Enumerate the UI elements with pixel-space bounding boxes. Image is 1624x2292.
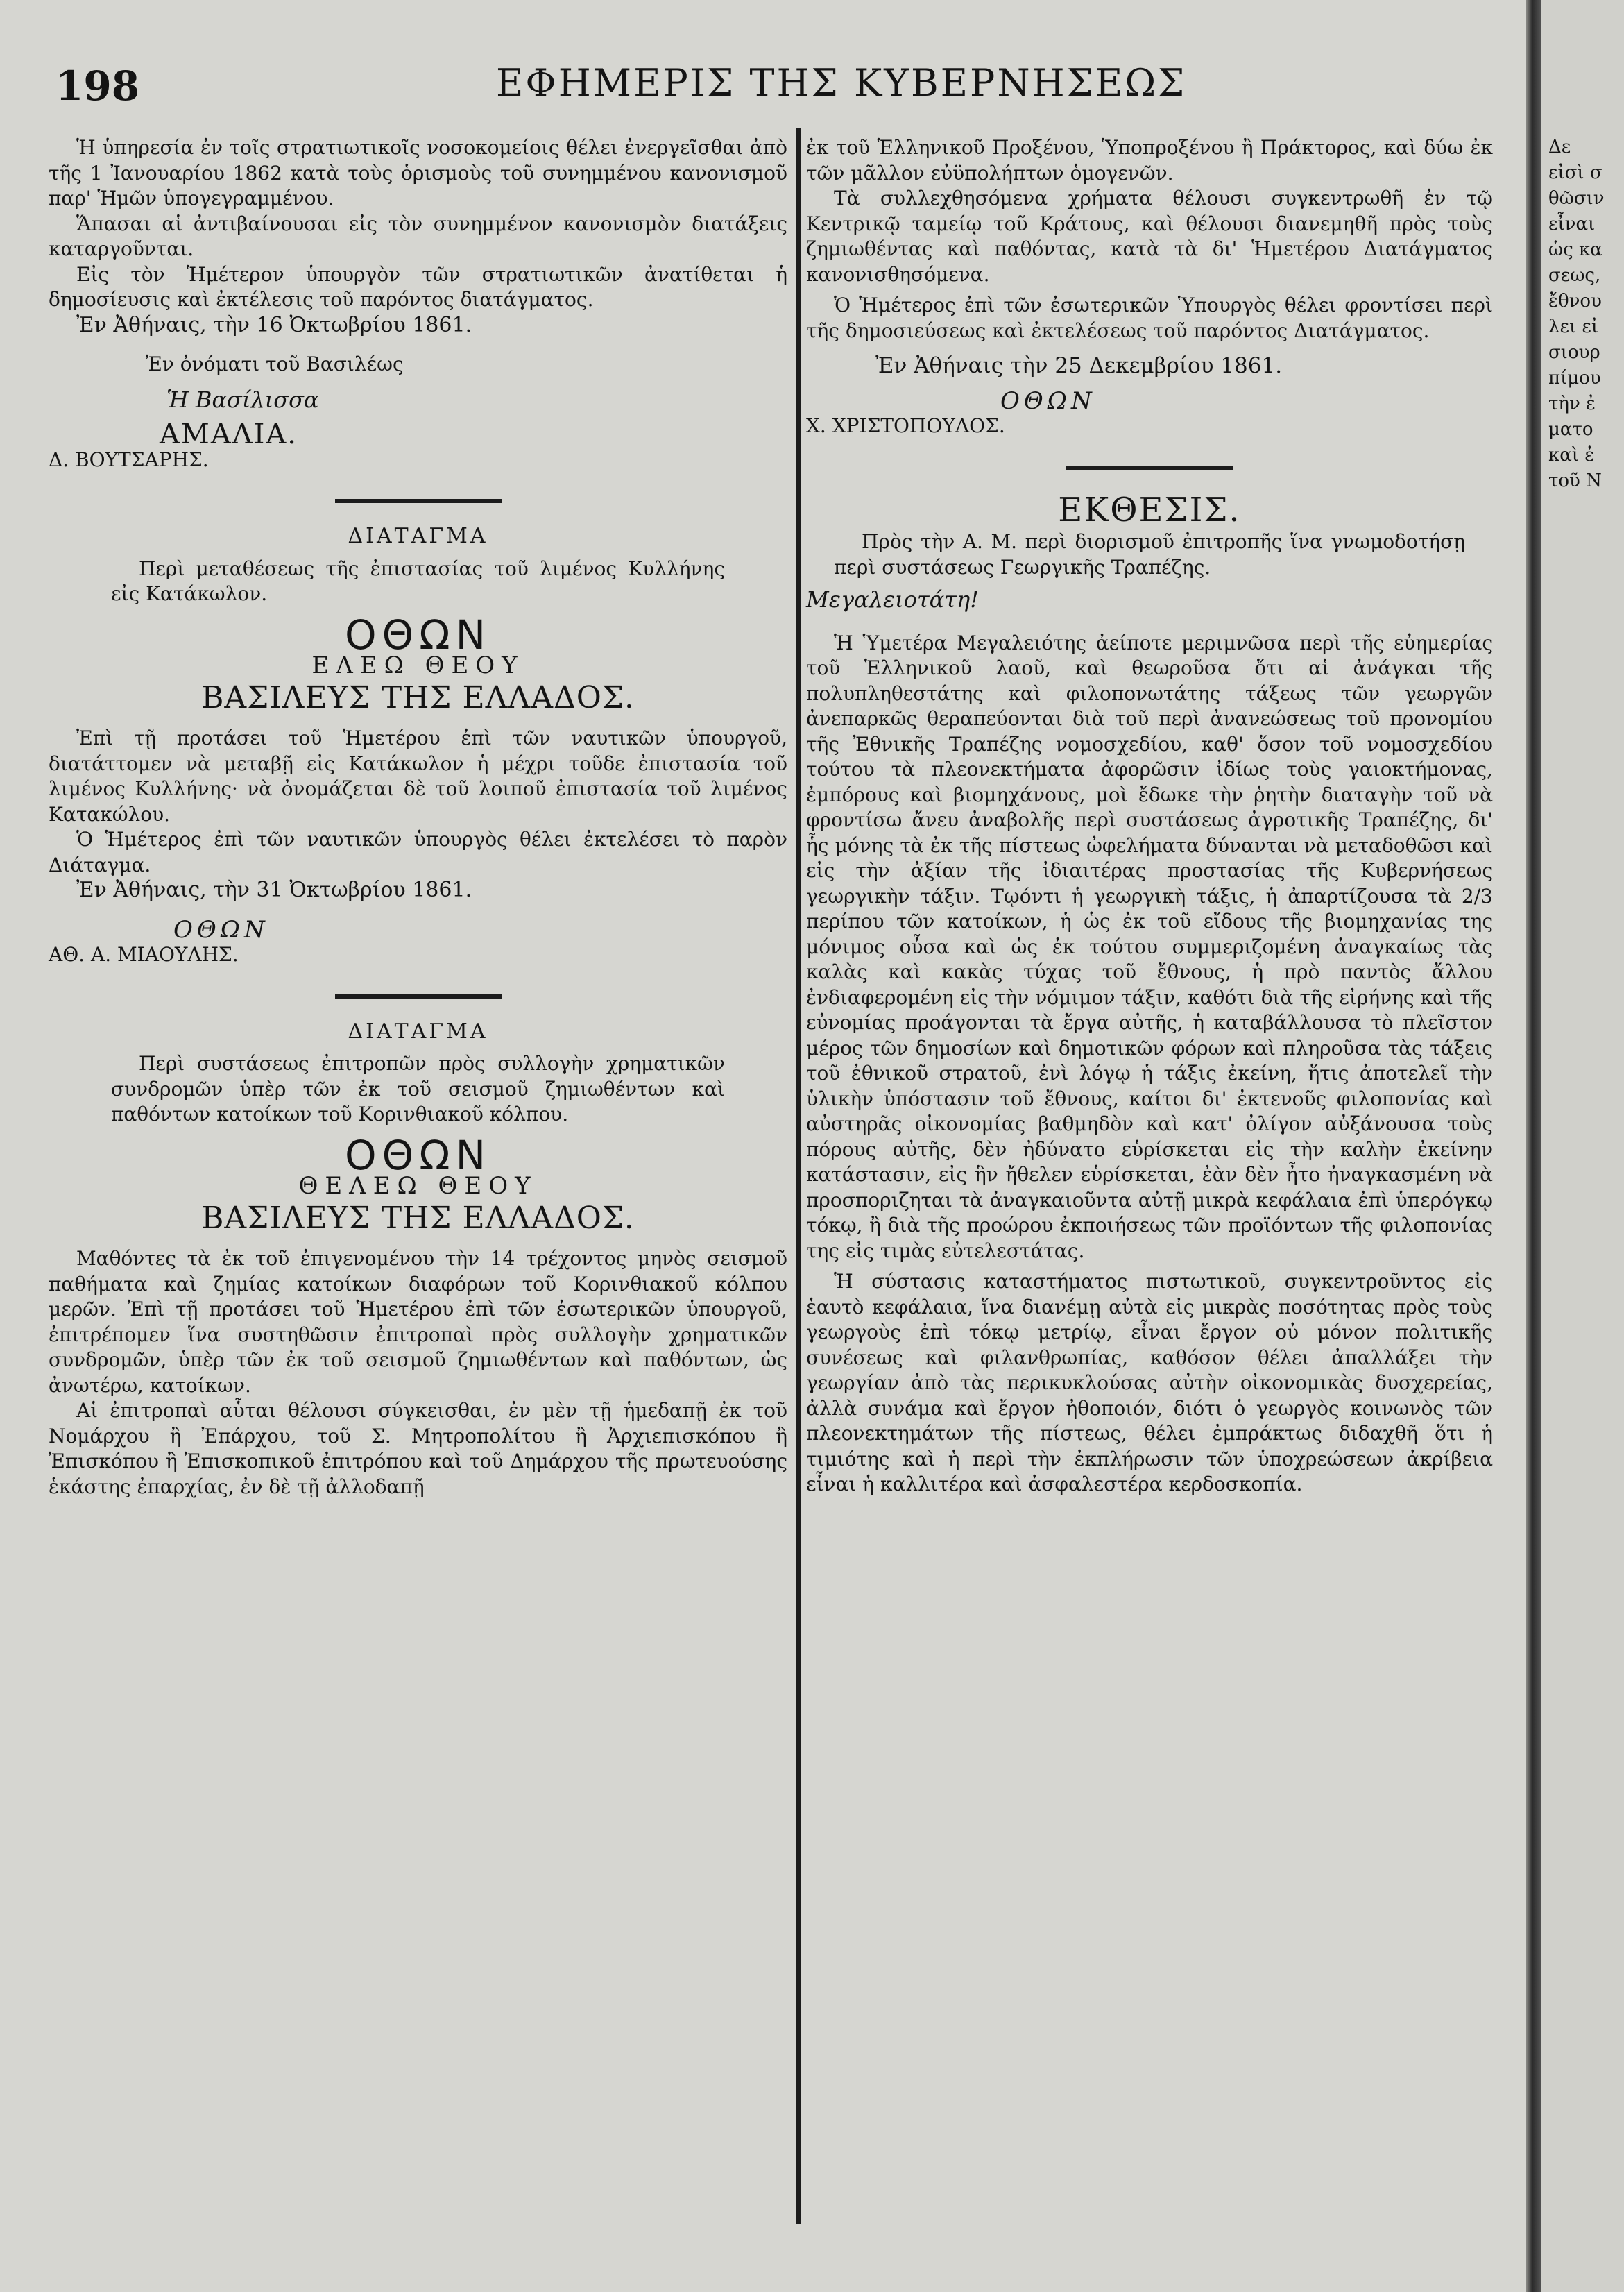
report-heading: ΕΚΘΕΣΙΣ. [1058,490,1241,529]
decree-1-date: Ἐν Ἀθήναις, τὴν 31 Ὀκτωβρίου 1861. [76,878,472,902]
fragment-line: ματο [1548,419,1593,440]
fragment-line: καὶ ἐ [1548,445,1595,466]
fragment-line: θῶσιν [1548,188,1605,209]
decree-2-grace: ΘΕΛΕΩ ΘΕΟΥ [298,1172,538,1200]
decree-2-heading: ΔΙΑΤΑΓΜΑ [348,1019,488,1044]
section-divider [1066,466,1233,470]
page-number: 198 [55,62,140,110]
intro-signature-line: Ἐν ὀνόματι τοῦ Βασιλέως [146,353,404,375]
right-paragraph-2: Τὰ συλλεχθησόμενα χρήματα θέλουσι συγκεντρωθῆ ἐν τῷ Κεντρικῷ ταμείῳ τοῦ Κράτους, καὶ θέλουσι διανεμηθῆ πρὸς τοὺς ζημιωθέντας καὶ παθόντας, κατὰ τὰ δι' Ἡμετέρου Διατάγματος κανονισθησόμενα. [806,187,1493,286]
report-salutation: Μεγαλειοτάτη! [806,586,979,613]
adjacent-page-fragment [1541,0,1624,2292]
column-divider [796,128,801,2224]
fragment-line: εἰσὶ σ [1548,162,1602,183]
decree-1-paragraph-2: Ὁ Ἡμέτερος ἐπὶ τῶν ναυτικῶν ὑπουργὸς θέλει ἐκτελέσει τὸ παρὸν Διάταγμα. [49,828,787,876]
fragment-line: Δε [1548,137,1571,158]
fragment-line: λει εἰ [1548,316,1599,337]
right-paragraph-3: Ὁ Ἡμέτερος ἐπὶ τῶν ἐσωτερικῶν Ὑπουργὸς θέλει φροντίσει περὶ τῆς δημοσιεύσεως καὶ ἐκτελέσεως τοῦ παρόντος Διατάγματος. [806,294,1493,342]
section-divider [335,499,502,503]
left-column [49,135,787,1500]
decree-2-paragraph-1: Μαθόντες τὰ ἐκ τοῦ ἐπιγενομένου τὴν 14 τρέχοντος μηνὸς σεισμοῦ παθήματα καὶ ζημίας κατοίκων διαφόρων τοῦ Κορινθιακοῦ κόλπου μερῶν. Ἐπὶ τῇ προτάσει τοῦ Ἡμετέρου ἐπὶ τῶν ἐσωτερικῶν ὑπουργοῦ, ἐπιτρέπομεν ἵνα συστηθῶσιν ἐπιτροπαὶ πρὸς συλλογὴν χρηματικῶν συνδρομῶν, ὑπὲρ τῶν ἐκ τοῦ σεισμοῦ ζημιωθέντων καὶ παθόντων, ὡς ἀνωτέρω, κατοίκων. [49,1247,787,1397]
fragment-line: πίμου [1548,368,1601,389]
decree-2-king: ΟΘΩΝ [344,1131,491,1179]
intro-paragraph-3: Εἰς τὸν Ἡμέτερον ὑπουργὸν τῶν στρατιωτικῶν ἀνατίθεται ἡ δημοσίευσις καὶ ἐκτέλεσις τοῦ παρόντος διατάγματος. [49,262,787,311]
intro-paragraph-2: Ἅπασαι αἱ ἀντιβαίνουσαι εἰς τὸν συνημμένον κανονισμὸν διατάξεις καταργοῦνται. [49,212,787,260]
fragment-line: εἶναι [1548,214,1596,235]
decree-2-subject: Περὶ συστάσεως ἐπιτροπῶν πρὸς συλλογὴν χρηματικῶν συνδρομῶν ὑπὲρ τῶν ἐκ τοῦ σεισμοῦ ζημιωθέντων καὶ παθόντων κατοίκων τοῦ Κορινθιακοῦ κόλπου. [111,1052,725,1126]
decree-1-signature: ΟΘΩΝ [173,915,269,944]
fragment-line: ἔθνου [1548,291,1602,312]
intro-queen-line: Ἡ Βασίλισσα [166,386,319,413]
intro-date: Ἐν Ἀθήναις, τὴν 16 Ὀκτωβρίου 1861. [76,312,472,337]
intro-queen-name: ΑΜΑΛΙΑ. [160,418,298,450]
right-paragraph-1: ἐκ τοῦ Ἑλληνικοῦ Προξένου, Ὑποπροξένου ἢ Πράκτορος, καὶ δύω ἐκ τῶν μᾶλλον εὐϋπολήπτων ὁμογενῶν. [806,136,1493,185]
decree-2-paragraph-2: Αἱ ἐπιτροπαὶ αὗται θέλουσι σύγκεισθαι, ἐν μὲν τῇ ἡμεδαπῇ ἐκ τοῦ Νομάρχου ἢ Ἐπάρχου, τοῦ Σ. Μητροπολίτου ἢ Ἀρχιεπισκόπου ἢ Ἐπισκόπου ἢ Ἐπισκοπικοῦ ἐπιτρόπου καὶ τοῦ Δημάρχου τῆς πρωτευούσης ἑκάστης ἐπαρχίας, ἐν δὲ τῇ ἀλλοδαπῇ [49,1399,787,1498]
decree-1-heading: ΔΙΑΤΑΓΜΑ [348,524,488,548]
decree-1-minister: ΑΘ. Α. ΜΙΑΟΥΛΗΣ. [49,943,239,966]
right-date: Ἐν Ἀθήναις τὴν 25 Δεκεμβρίου 1861. [875,353,1283,378]
decree-2-title: ΒΑΣΙΛΕΥΣ ΤΗΣ ΕΛΛΑΔΟΣ. [201,1200,635,1236]
decree-1-king: ΟΘΩΝ [344,611,491,659]
book-spine [1526,0,1541,2292]
fragment-line: τὴν ἐ [1548,393,1596,414]
right-minister: Χ. ΧΡΙΣΤΟΠΟΥΛΟΣ. [806,414,1005,437]
decree-1-title: ΒΑΣΙΛΕΥΣ ΤΗΣ ΕΛΛΑΔΟΣ. [201,679,635,715]
report-paragraph-2: Ἡ σύστασις καταστήματος πιστωτικοῦ, συγκεντροῦντος εἰς ἑαυτὸ κεφάλαια, ἵνα διανέμῃ αὐτὰ εἰς μικρὰς ποσότητας πρὸς τοὺς γεωργοὺς ἐπὶ τόκῳ μετρίῳ, εἶναι ἔργον οὐ μόνον πολιτικῆς συνέσεως καὶ φιλανθρωπίας, καθόσον θέλει ἀπαλλάξει τὴν γεωργίαν ἀπὸ τὰς περικυκλούσας αὐτὴν οἰκονομικὰς δυσχερείας, ἀλλὰ συνάμα καὶ ἔργον ἠθοποιόν, διότι ὁ γεωργὸς κοινωνὸς τῶν πλεονεκτημάτων τῆς πίστεως, θέλει ἐμπράκτως διδαχθῆ ὅτι ἡ τιμιότης καὶ ἡ περὶ τὴν ἐκπλήρωσιν τῶν ὑποχρεώσεων ἀκρίβεια εἶναι ἡ καλλιτέρα καὶ ἀσφαλεστέρα κερδοσκοπία. [806,1270,1493,1495]
right-signature: ΟΘΩΝ [1000,387,1096,415]
decree-1-grace: ΕΛΕΩ ΘΕΟΥ [311,652,524,679]
section-divider [335,994,502,999]
intro-paragraph-1: Ἡ ὑπηρεσία ἐν τοῖς στρατιωτικοῖς νοσοκομείοις θέλει ἐνεργεῖσθαι ἀπὸ τῆς 1 Ἰανουαρίου 1862 κατὰ τοὺς ὁρισμοὺς τοῦ συνημμένου κανονισμοῦ παρ' Ἡμῶν ὑπογεγραμμένου. [49,136,787,210]
report-paragraph-1: Ἡ Ὑμετέρα Μεγαλειότης ἀείποτε μεριμνῶσα περὶ τῆς εὐημερίας τοῦ Ἑλληνικοῦ λαοῦ, καὶ θεωροῦσα ὅτι αἱ ἀνάγκαι τῆς πολυπληθεστάτης καὶ φιλοπονωτάτης τάξεως τῶν γεωργῶν ἀνεπαρκῶς θεραπεύονται διὰ τοῦ περὶ ἀνανεώσεως τοῦ προνομίου τῆς Ἐθνικῆς Τραπέζης νομοσχεδίου, καθ' ὅσον τοῦ νομοσχεδίου τούτου τὰ πλεονεκτήματα ἀφορῶσιν ἰδίως τοὺς γαιοκτήμονας, ἐμπόρους καὶ βιομηχάνους, μοὶ ἔδωκε τὴν ῥητὴν διαταγὴν τοῦ νὰ φροντίσω ἄνευ ἀναβολῆς περὶ συστάσεως ἀγροτικῆς Τραπέζης, δι' ἧς μόνης τὰ ἐκ τῆς πίστεως ὠφελήματα δύνανται νὰ μεταδοθῶσι καὶ εἰς τὴν ἀξίαν τῆς ἰδιαιτέρας προστασίας τῆς Κυβερνήσεως γεωργικὴν τάξιν. Τῳόντι ἡ γεωργικὴ τάξις, ἡ ἀπαρτίζουσα τὰ 2/3 περίπου τῶν κατοίκων, ἡ ὡς ἐκ τοῦ εἴδους τῆς βιομηχανίας της μόνιμος οὖσα καὶ ὡς ἐκ τούτου συμμεριζομένη ἀναγκαίως τὰς καλὰς καὶ κακὰς τύχας τοῦ ἔθνους, ἡ πρὸ παντὸς ἄλλου ἐνδιαφερομένη εἰς τὴν νόμιμον τάξιν, καθότι διὰ τῆς εἰρήνης καὶ τῆς εὐνομίας προάγονται τὰ ἔργα αὐτῆς, ἡ καταβάλλουσα τὸ πλεῖστον μέρος τῶν δημοσίων καὶ δημοτικῶν φόρων καὶ πληροῦσα τὰς τάξεις τοῦ ἐθνικοῦ στρατοῦ, ἐνὶ λόγῳ ἡ τάξις ἐκείνη, ἥτις ἀποτελεῖ τὴν ὑλικὴν ὑπόστασιν τοῦ ἔθνους, καίτοι δι' ἐκτενοῦς φιλοπονίας καὶ αὐστηρᾶς οἰκονομίας βαθμηδὸν καὶ κατ' ὀλίγον αὐξάνουσα τοὺς πόρους αὐτῆς, δὲν ἠδύνατο εὑρίσκεται εἰς τὴν καλὴν ἐκείνην κατάστασιν, εἰς ἣν ἤθελεν εὑρίσκεται, ἐὰν δὲν ἦτο ἠναγκασμένη νὰ προσποριζηται τὰ ἀναγκαιοῦντα αὐτῇ μικρὰ κεφάλαια ἐπὶ ὑπερόγκῳ τόκῳ, ἢ διὰ τῆς προώρου ἐκποιήσεως τῶν προϊόντων τῆς φιλοπονίας της εἰς τιμὰς εὐτελεστάτας. [806,631,1493,1262]
running-title: ΕΦΗΜΕΡΙΣ ΤΗΣ ΚΥΒΕΡΝΗΣΕΩΣ [496,61,1187,105]
right-column [806,135,1493,1497]
report-subject: Πρὸς τὴν Α. Μ. περὶ διορισμοῦ ἐπιτροπῆς ἵνα γνωμοδοτήσῃ περὶ συστάσεως Γεωργικῆς Τραπέζης. [834,530,1465,579]
decree-1-subject: Περὶ μεταθέσεως τῆς ἐπιστασίας τοῦ λιμένος Κυλλήνης εἰς Κατάκωλον. [111,557,725,605]
intro-minister: Δ. ΒΟΥΤΣΑΡΗΣ. [49,448,209,471]
fragment-line: σεως, [1548,265,1601,286]
fragment-line: τοῦ Ν [1548,470,1602,491]
page-header [0,42,1526,118]
decree-1-paragraph-1: Ἐπὶ τῇ προτάσει τοῦ Ἡμετέρου ἐπὶ τῶν ναυτικῶν ὑπουργοῦ, διατάττομεν νὰ μεταβῇ εἰς Κατάκωλον ἡ μέχρι τοῦδε ἐπιστασία τοῦ λιμένος Κυλλήνης· νὰ ὀνομάζεται δὲ τοῦ λοιποῦ ἐπιστασία τοῦ λιμένος Κατακώλου. [49,727,787,826]
fragment-line: σιουρ [1548,342,1600,363]
fragment-line: ὡς κα [1548,239,1602,260]
